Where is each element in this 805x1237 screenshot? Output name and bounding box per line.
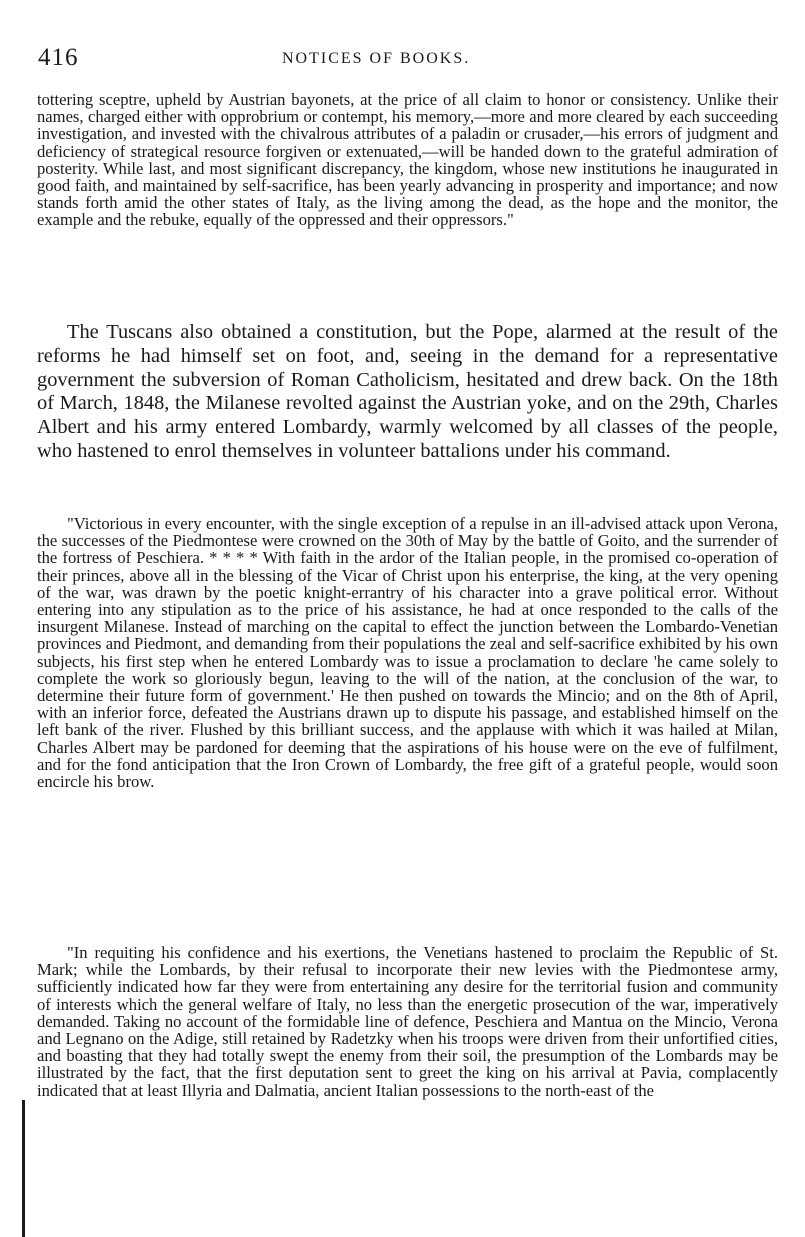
quote-3-text: "In requiting his confidence and his exertions, the Venetians hastened to proclaim the Republic of St. Mark; while the Lombards, by their refusal to incorporate their new levies with the Piedmontese army, sufficiently indicated how far they were from entertaining any desire for the territorial fusion and community of interests which the general welfare of Italy, no less than the energetic prosecution of the war, imperatively demanded. Taking no account of the formidable line of defence, Peschiera and Mantua on the Mincio, Verona and Legnano on the Adige, still retained by Radetzky when his troops were driven from their unfortified cities, and boasting that they had totally swept the enemy from their soil, the presumption of the Lombards may be illustrated by the fact, that the first deputation sent to greet the king on his arrival at Pavia, complacently indicated that at least Illyria and Dalmatia, ancient Italian possessions to the north-east of the [37,943,778,1100]
running-title: NOTICES OF BOOKS. [282,50,471,67]
page-number: 416 [38,44,79,71]
quote-paragraph [37,515,778,790]
body-1-text: The Tuscans also obtained a constitution, but the Pope, alarmed at the result of the reforms he had himself set on foot, and, seeing in the demand for a representative government the subversion of Roman Catholicism, hesitated and drew back. On the 18th of March, 1848, the Milanese revolted against the Austrian yoke, and on the 29th, Charles Albert and his army entered Lombardy, warmly welcomed by all classes of the people, who hastened to enrol themselves in volunteer battalions under his command. [37,321,778,462]
quote-1-text: tottering sceptre, upheld by Austrian bayonets, at the price of all claim to honor or consistency. Unlike their names, charged either with opprobrium or contempt, his memory,—more and more cleared by each succeeding investigation, and invested with the chivalrous attributes of a paladin or crusader,—his errors of judgment and deficiency of strategical resource forgiven or extenuated,—will be handed down to the grateful admiration of posterity. While last, and most significant discrepancy, the kingdom, whose new institutions he inaugurated in good faith, and maintained by self-sacrifice, has been yearly advancing in prosperity and importance; and now stands forth amid the other states of Italy, as the living among the dead, as the hope and the monitor, the example and the rebuke, equally of the oppressed and their oppressors." [37,90,778,230]
quote-2-text: "Victorious in every encounter, with the single exception of a repulse in an ill-advised attack upon Verona, the successes of the Piedmontese were crowned on the 30th of May by the battle of Goito, and the surrender of the fortress of Peschiera. * * * * With faith in the ardor of the Italian people, in the promised co-operation of their princes, above all in the blessing of the Vicar of Christ upon his enterprise, the king, at the very opening of the war, was drawn by the poetic knight-errantry of his character into a grave political error. Without entering into any stipulation as to the price of his assistance, he had at once responded to the calls of the insurgent Milanese. Instead of marching on the capital to effect the junction between the Lombardo-Venetian provinces and Piedmont, and demanding from their populations the zeal and self-sacrifice exhibited by his own subjects, his first step when he entered Lombardy was to issue a proclamation to declare 'he came solely to complete the work so gloriously begun, leaving to the will of the nation, at the conclusion of the war, to determine their future form of government.' He then pushed on towards the Mincio; and on the 8th of April, with an inferior force, defeated the Austrians drawn up to dispute his passage, and established himself on the left bank of the river. Flushed by this brilliant success, and the applause with which it was hailed at Milan, Charles Albert may be pardoned for deeming that the aspirations of his house were on the eve of fulfilment, and for the fond anticipation that the Iron Crown of Lombardy, the free gift of a grateful people, would soon encircle his brow. [37,514,778,792]
margin-rule [22,1100,25,1237]
body-paragraph [37,321,778,464]
quote-paragraph [37,944,778,1099]
quote-paragraph-continued [37,91,778,229]
